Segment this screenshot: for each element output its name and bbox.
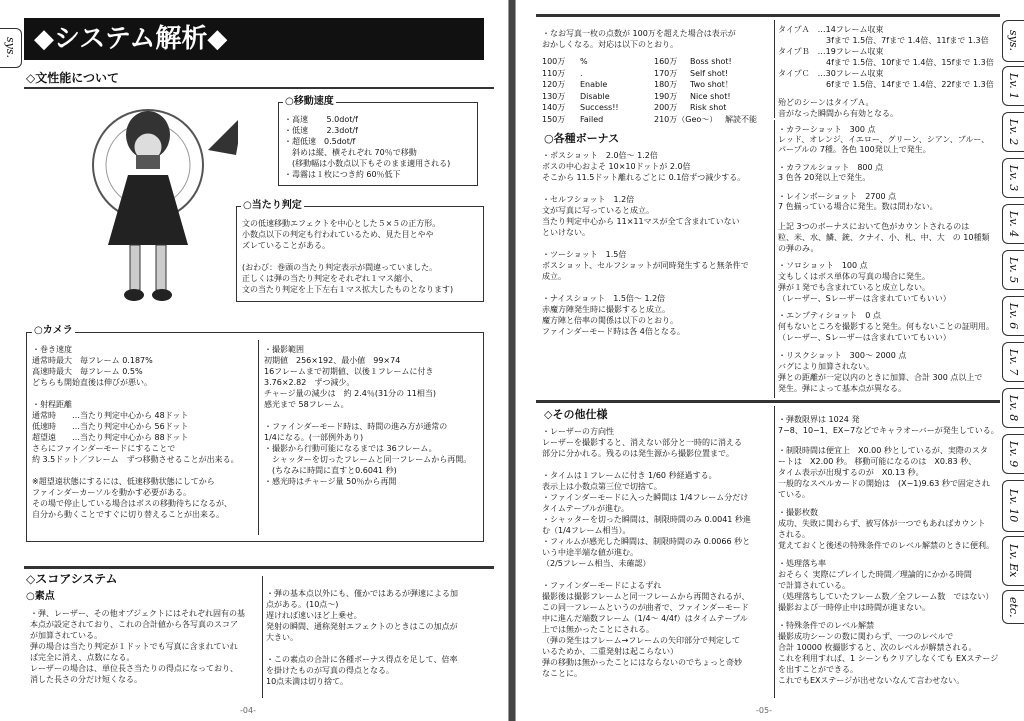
score-col1-line: が加算されている。 [30, 631, 102, 640]
score-col1-line: ば完全に消え、点数になる。 [30, 653, 135, 662]
bonus-col1-line: ボスの中心およそ 10×10ドットが 2.0倍 [542, 162, 691, 171]
bonus-col2-line: ・レインボーショット 2700 点 [778, 192, 897, 201]
bonus-col2-line: 弾が１発でも含まれていると成立しない。 [778, 283, 930, 292]
other-col1-line: 表示上は小数点第三位で切捨て。 [542, 482, 662, 491]
tab-lv-5[interactable]: Lv. 5 [1002, 250, 1024, 290]
camera-col1-line: その場で停止している場合はボスの移動待ちになるが、 [32, 499, 232, 508]
camera-col2-line: 16フレームまで初期値、以後１フレームに付き [264, 367, 434, 376]
bonus-heading: ○各種ボーナス [544, 132, 620, 145]
bonus-col2-line: 粒、米、水、鱗、銃、クナイ、小、札、中、大 の 10種類 [778, 233, 990, 242]
right-page: ・なお写真一枚の点数が 100万を超えた場合は表示が おかしくなる。対応は以下のとおり。 100万 % 160万 Boss shot! 110万 . 170万 Self shot! 120万 Enable 180万 Two shot！ 130万 Disable 190万 Nice shot! 140万 Success!! 200万 Risk shot 150万 Failed 210万（Geo～） 解読不能 タイプＡ …14フレーム収束 3fまで 1.5倍、7fまで 1.4倍、11fまで 1.3倍 タイプＢ …19フレーム収束 4fまで 1.5倍、10fまで 1.4倍、15fまで 1.3倍 タイプＣ …30フレーム収束 6fまで 1.5倍、14fまで 1.4倍、22fまで 1.3倍 殆どのシーンはタイプＡ。 音がなった瞬間から有効となる。 ○各種ボーナス ・ボスショット 2.0倍～ 1.2倍 ボスの中心およそ 10×10ドットが 2.0倍 そこから 11.5ドット離れるごとに 0.1倍ずつ減少する。 ・セルフショット 1.2倍 文が写真に写っていると成立。 当たり判定中心から 11×11マスが全て含まれていない といけない。 ・ツーショット 1.5倍 ボスショット、セルフショットが同時発生すると無条件で 成立。 ・ナイスショット 1.5倍～ 1.2倍 赤魔方陣発生時に撮影すると成立。 魔方陣と倍率の関係は以下のとおり。 ファインダーモード時は各 4倍となる。 ・カラーショット 300 点 レッド、オレンジ、イエロー、グリーン、シアン、ブルー、 パープルの 7種。各色 100発以上で発生。 ・カラフルショット 800 点 3 色各 20発以上で発生。 ・レインボーショット 2700 点 7 色揃っている場合に発生。数は問わない。 上記 3つのボーナスにおいて色がカウントされるのは 粒、米、水、鱗、銃、クナイ、小、札、中、大 の 10種類 の弾のみ。 ・ソロショット 100 点 文もしくはボス単体の写真の場合に発生。 弾が１発でも含まれていると成立しない。 （レーザー、Sレーザーは含まれていてもいい） ・エンプティショット 0 点 何もないところを撮影すると発生。何もないことの証明用。 （レーザー、Sレーザーは含まれていてもいい） ・リスクショット 300～ 2000 点 バグにより加算されない。 弾との距離が一定以内のときに加算、合計 300 点以上で 発生。弾によって基本点が異なる。 ◇その他仕様 ・レーザーの方向性 レーザーを撮影すると、消えない部分と一時的に消える 部分に分かれる。残るのは発生源から撮影位置まで。 ・タイムは１フレームに付き 1/60 秒経過する。 表示上は小数点第三位で切捨て。 ・ファインダーモードに入った瞬間は 1/4フレーム分だけ タイムテーブルが進む。 ・シャッターを切った瞬間は、制限時間のみ 0.0041 秒進 む（1/4フレーム相当）。 ・フィルムが感光した瞬間は、制限時間のみ 0.0066 秒と いう中途半端な値が進む。 （2/5フレーム相当、未確認） ・ファインダーモードによるずれ 撮影後は撮影フレームと同一フレームから再開されるが、 この同一フレームというのが曲者で、ファインダーモード 中に進んだ端数フレーム（1/4～ 4/4f）はタイムテーブル 上では無かったことにされる。 （弾の発生はフレーム→フレームの矢印部分で判定して いるためか、二重発射は起こらない） 弾の移動は無かったことにはならないのでちょっと奇妙 なことに。 ・弾数限界は 1024 発 7−8、10−1、EX−7などでキャラオーバーが発生している。 ・制限時間は便宜上 X0.00 秒としているが、実際のスタ ートは X2.00 秒。 移動可能になるのは X0.83 秒、 タイム表示が出現するのが X0.13 秒。 一般的なスペルカードの開始は (X−1)9.63 秒で固定され ている。 ・撮影枚数 成功、失敗に関わらず、被写体が一つでもあればカウント される。 覚えておくと後述の特殊条件でのレベル解禁のときに便利。 ・処理落ち率 おそらく 実際にプレイした時間／理論的にかかる時間 で計算されている。 （処理落ちしていたフレーム数／全フレーム数 ではない） 撮影および一時停止中は時間が進まない。 ・特殊条件でのレベル解禁 撮影成功シーンの数に関わらず、一つのレベルで 合計 10000 枚撮影すると、次のレベルが解禁される。 これを利用すれば、1 シーンもクリアしなくても EXステージ を出すことができる。 これでもEXステージが出せないなんて言わせない。 -05- sys. Lv. 1 Lv. 2 Lv. 3 Lv. 4 Lv. 5 Lv. 6 Lv. 7 Lv. 8 Lv. 9 Lv. 10 Lv. Ex etc. [515, 0, 1024, 721]
bonus-col1-line: ・ナイスショット 1.5倍～ 1.2倍 [542, 294, 666, 303]
left-page [0, 0, 509, 721]
bonus-col2-line: （レーザー、Sレーザーは含まれていてもいい） [778, 294, 951, 303]
move-line: ・超低速 0.5dot/f [284, 137, 356, 146]
other-col2-line: 覚えておくと後述の特殊条件でのレベル解禁のときに便利。 [778, 541, 994, 550]
page-number: -04- [240, 706, 256, 715]
bonus-col1-line: 文が写真に写っていると成立。 [542, 206, 654, 215]
tab-lv-3[interactable]: Lv. 3 [1002, 158, 1024, 198]
intro-line: ・なお写真一枚の点数が 100万を超えた場合は表示が [542, 29, 736, 38]
page-number: -05- [756, 706, 772, 715]
other-col1-line: ・タイムは１フレームに付き 1/60 秒経過する。 [542, 471, 717, 480]
other-col2-line: 一般的なスペルカードの開始は (X−1)9.63 秒で固定され [778, 479, 990, 488]
score-col2-line: 発射の瞬間、通称発射エフェクトのときはこの加点が [266, 622, 458, 631]
other-col2-line: おそらく 実際にプレイした時間／理論的にかかる時間 [778, 570, 972, 579]
type-line: 音がなった瞬間から有効となる。 [778, 109, 898, 118]
type-line: 殆どのシーンはタイプＡ。 [778, 98, 874, 107]
camera-col2-line: ・ファインダーモード時は、時間の進み方が通常の [264, 422, 448, 431]
hit-line: 文の当たり判定を上下左右１マス拡大したものとなります) [242, 285, 454, 294]
other-col1-line: ・ファインダーモードによるずれ [542, 581, 662, 590]
other-col2-line: される。 [778, 530, 810, 539]
type-line: タイプＣ …30フレーム収束 [778, 69, 884, 78]
divider [24, 566, 494, 569]
type-line: タイプＢ …19フレーム収束 [778, 47, 884, 56]
page-title: ◆システム解析◆ [34, 24, 228, 54]
move-line: 斜めは縦、横それぞれ 70％で移動 [284, 148, 417, 157]
other-col1-line: 部分に分かれる。残るのは発生源から撮影位置まで。 [542, 449, 734, 458]
hit-line: 小数点以下の判定も行われているため、見た目とやや [242, 230, 434, 239]
divider [536, 14, 1000, 17]
column-divider [262, 576, 263, 698]
other-col2-line: 撮影成功シーンの数に関わらず、一つのレベルで [778, 632, 954, 641]
score-col2-line: 大きい。 [266, 633, 298, 642]
bonus-col2-line: 弾との距離が一定以内のときに加算、合計 300 点以上で [778, 373, 983, 382]
other-col1-line: ・ファインダーモードに入った瞬間は 1/4フレーム分だけ [542, 493, 749, 502]
other-col2-line: ・撮影枚数 [778, 508, 818, 517]
camera-col2-line: 3.76×2.82 ずつ減少。 [264, 378, 355, 387]
score-col2-line: 点がある。(10点～) [266, 600, 339, 609]
other-col2-line: ている。 [778, 490, 810, 499]
bonus-col1-line: ファインダーモード時は各 4倍となる。 [542, 327, 685, 336]
other-col1-line: 撮影後は撮影フレームと同一フレームから再開されるが、 [542, 592, 750, 601]
hit-line: 文の低速移動エフェクトを中心とした５×５の正方形。 [242, 219, 441, 228]
other-col1-line: ・フィルムが感光した瞬間は、制限時間のみ 0.0066 秒と [542, 537, 751, 546]
tab-etc[interactable]: etc. [1002, 590, 1024, 624]
performance-heading: ◇文性能について [26, 71, 119, 85]
camera-col1-line: 通常時 …当たり判定中心から 48ドット [32, 411, 189, 420]
bonus-col2-line: の弾のみ。 [778, 244, 819, 253]
bonus-col2-line: レッド、オレンジ、イエロー、グリーン、シアン、ブルー、 [778, 135, 990, 144]
other-col2-line: 合計 10000 枚撮影すると、次のレベルが解禁される。 [778, 643, 977, 652]
bonus-col1-line: 成立。 [542, 272, 566, 281]
bonus-col1-line: ・ボスショット 2.0倍～ 1.2倍 [542, 151, 658, 160]
bonus-col1-line: 当たり判定中心から 11×11マスが全て含まれていない [542, 217, 740, 226]
bonus-col2-line: 3 色各 20発以上で発生。 [778, 173, 871, 182]
score-col2-line: ・弾の基本点以外にも、僅かではあるが弾速による加 [266, 589, 458, 598]
tab-lv-7[interactable]: Lv. 7 [1002, 342, 1024, 382]
camera-col2-line: 感光まで 58フレーム。 [264, 400, 349, 409]
camera-col2-line: ・撮影から行動可能になるまでは 36フレーム。 [264, 444, 437, 453]
camera-col2-line: チャージ量の減少は 約 2.4％(31分の 11相当) [264, 389, 437, 398]
hit-line: (おわび：巻頭の当たり判定表示が間違っていました。 [242, 263, 438, 272]
other-col2-line: これでもEXステージが出せないなんて言わせない。 [778, 676, 965, 685]
other-col2-line: これを利用すれば、1 シーンもクリアしなくても EXステージ [778, 654, 999, 663]
score-col1-line: 消した長さの分だけ短くなる。 [30, 675, 142, 684]
hit-line: 正しくは弾の当たり判定をそれぞれ１マス縮小、 [242, 274, 418, 283]
bonus-col1-line: ・セルフショット 1.2倍 [542, 195, 635, 204]
bonus-col1-line: ボスショット、セルフショットが同時発生すると無条件で [542, 261, 749, 270]
other-col2-line: ・制限時間は便宜上 X0.00 秒としているが、実際のスタ [778, 446, 988, 455]
score-col1-line: レーザーの場合は、単位長さ当たりの得点になっており、 [30, 664, 238, 673]
column-divider [258, 340, 259, 535]
camera-col2-line: ・感光時はチャージ量 50％から再開 [264, 477, 397, 486]
score-col1-line: 本点が設定されており、これの合計値から各写真のスコア [30, 620, 238, 629]
camera-col1-line: 自分から動くことですぐに切り替えることが出来る。 [32, 510, 224, 519]
type-line: 6fまで 1.5倍、14fまで 1.4倍、22fまで 1.3倍 [778, 80, 994, 89]
bonus-col2-line: 何もないところを撮影すると発生。何もないことの証明用。 [778, 322, 994, 331]
other-col1-line: 上では無かったことにされる。 [542, 625, 654, 634]
other-col1-line: （2/5フレーム相当、未確認） [542, 559, 651, 568]
other-col1-line: いるためか、二重発射は起こらない） [542, 647, 678, 656]
bonus-col1-line: ・ツーショット 1.5倍 [542, 250, 627, 259]
other-col1-line: レーザーを撮影すると、消えない部分と一時的に消える [542, 438, 742, 447]
bonus-col2-line: （レーザー、Sレーザーは含まれていてもいい） [778, 333, 951, 342]
wing-icon [208, 115, 238, 155]
column-divider [774, 406, 775, 698]
camera-col1-line: 低速時 …当たり判定中心から 56ドット [32, 422, 189, 431]
intro-line: おかしくなる。対応は以下のとおり。 [542, 40, 678, 49]
bonus-col2-line: パープルの 7種。各色 100発以上で発生。 [778, 145, 931, 154]
score-col1-line: ・弾、レーザー、その他オブジェクトにはそれぞれ固有の基 [30, 609, 245, 618]
other-col1-line: いう中途半端な値が進む。 [542, 548, 638, 557]
camera-col1-line: ・巻き速度 [32, 345, 72, 354]
score-col1-line: 弾の場合は当たり判定が１ドットでも写真に含まれていれ [30, 642, 238, 651]
bonus-col2-line: ・エンプティショット 0 点 [778, 311, 881, 320]
other-col2-line: （処理落ちしていたフレーム数／全フレーム数 ではない） [778, 592, 994, 601]
camera-col2-line: シャッターを切ったフレームと同一フレームから再開。 [264, 455, 472, 464]
score-col2-line: 10点未満は切り捨て。 [266, 677, 349, 686]
divider [24, 87, 494, 89]
bonus-col1-line: 赤魔方陣発生時に撮影すると成立。 [542, 305, 670, 314]
other-col1-line: ・シャッターを切った瞬間は、制限時間のみ 0.0041 秒進 [542, 515, 751, 524]
type-line: 4fまで 1.5倍、10fまで 1.4倍、15fまで 1.3倍 [778, 58, 994, 67]
other-col1-line: 中に進んだ端数フレーム（1/4～ 4/4f）はタイムテーブル [542, 614, 748, 623]
move-line: ・低速 2.3dot/f [284, 126, 358, 135]
type-line: タイプＡ …14フレーム収束 [778, 25, 884, 34]
move-line: ・高速 5.0dot/f [284, 115, 358, 124]
hit-heading: ○当たり判定 [243, 200, 302, 211]
tab-lv-6[interactable]: Lv. 6 [1002, 296, 1024, 336]
bonus-col2-line: バグにより加算されない。 [778, 362, 874, 371]
other-col2-line: ートは X2.00 秒。 移動可能になるのは X0.83 秒、 [778, 457, 977, 466]
other-col2-line: 成功、失敗に関わらず、被写体が一つでもあればカウント [778, 519, 986, 528]
other-col1-line: む（1/4フレーム相当）。 [542, 526, 631, 535]
sys-tab-left[interactable]: sys. [0, 28, 22, 68]
other-col1-line: 弾の移動は無かったことにはならないのでちょっと奇妙 [542, 658, 742, 667]
sys-tab-right[interactable]: sys. [1002, 20, 1024, 62]
bonus-col1-line: といけない。 [542, 228, 590, 237]
other-col2-line: 撮影および一時停止中は時間が進まない。 [778, 603, 930, 612]
bonus-col2-line: 文もしくはボス単体の写真の場合に発生。 [778, 272, 930, 281]
bonus-col2-line: ・カラーショット 300 点 [778, 125, 876, 134]
other-col1-line: （弾の発生はフレーム→フレームの矢印部分で判定して [542, 636, 741, 645]
score-col2-line: 遅ければ速いほど上乗せ。 [266, 611, 362, 620]
camera-col1-line: ※超望遠状態にするには、低速移動状態にしてから [32, 477, 215, 486]
tab-lv-9[interactable]: Lv. 9 [1002, 434, 1024, 474]
camera-col1-line: さらにファインダーモードにすることで [32, 444, 176, 453]
move-line: (移動幅は小数点以下もそのまま適用される) [284, 159, 451, 168]
other-col2-line: ・弾数限界は 1024 発 [778, 415, 860, 424]
camera-col1-line: 高速時最大 毎フレーム 0.5% [32, 367, 143, 376]
bonus-col2-line: 上記 3つのボーナスにおいて色がカウントされるのは [778, 222, 970, 231]
other-col2-line: で計算されている。 [778, 581, 850, 590]
bonus-col1-line: そこから 11.5ドット離れるごとに 0.1倍ずつ減少する。 [542, 173, 746, 182]
other-col2-line: を出すことができる。 [778, 665, 858, 674]
camera-col1-line: 超望遠 …当たり判定中心から 88ドット [32, 433, 189, 442]
camera-col1-line: どちらも開始直後は伸びが悪い。 [32, 378, 152, 387]
camera-heading: ○カメラ [34, 325, 73, 336]
other-col2-line: ・処理落ち率 [778, 559, 826, 568]
tab-lv-10[interactable]: Lv. 10 [1002, 480, 1024, 532]
title-banner [24, 18, 484, 60]
camera-col2-line: 初期値 256×192、最小値 99×74 [264, 356, 401, 365]
camera-col1-line: 約 3.5ドット／フレーム ずつ移動させることが出来る。 [32, 455, 239, 464]
other-col2-line: タイム表示が出現するのが X0.13 秒。 [778, 468, 924, 477]
score-col2-line: ・この素点の合計に各種ボーナス得点を足して、倍率 [266, 655, 458, 664]
move-speed-heading: ○移動速度 [285, 96, 334, 107]
tab-lv-4[interactable]: Lv. 4 [1002, 204, 1024, 244]
score-heading: ◇スコアシステム [26, 572, 118, 586]
bonus-col1-line: 魔方陣と倍率の関係は以下のとおり。 [542, 316, 678, 325]
score-col2-line: を掛けたものが写真の得点となる。 [266, 666, 394, 675]
score-sub-heading: ○素点 [26, 591, 55, 602]
bonus-col2-line: ・ソロショット 100 点 [778, 261, 868, 270]
camera-icon [136, 155, 160, 169]
other-col2-line: 7−8、10−1、EX−7などでキャラオーバーが発生している。 [778, 426, 999, 435]
column-divider [774, 120, 775, 398]
camera-col1-line: ・射程距離 [32, 400, 72, 409]
camera-col2-line: (ちなみに時間に直すと0.6041 秒) [264, 466, 397, 475]
other-col1-line: なことに。 [542, 669, 582, 678]
tab-lv-1[interactable]: Lv. 1 [1002, 66, 1024, 106]
tab-lv-2[interactable]: Lv. 2 [1002, 112, 1024, 152]
character-illustration [58, 95, 238, 315]
type-line: 3fまで 1.5倍、7fまで 1.4倍、11fまで 1.3倍 [778, 36, 989, 45]
camera-col2-line: 1/4になる。(一部例外あり) [264, 433, 364, 442]
tab-lv-8[interactable]: Lv. 8 [1002, 388, 1024, 428]
camera-col2-line: ・撮影範囲 [264, 345, 304, 354]
other-col1-line: この同一フレームというのが曲者で、ファインダーモード [542, 603, 749, 612]
bonus-col2-line: 発生。弾によって基本点が異なる。 [778, 384, 906, 393]
column-divider [774, 20, 775, 118]
move-line: ・毒霧は１枚につき約 60％低下 [284, 170, 401, 179]
bonus-col2-line: ・リスクショット 300～ 2000 点 [778, 351, 907, 360]
bonus-col2-line: ・カラフルショット 800 点 [778, 163, 884, 172]
camera-col1-line: 通常時最大 毎フレーム 0.187% [32, 356, 153, 365]
other-col2-line: ・特殊条件でのレベル解禁 [778, 621, 874, 630]
other-col1-line: ・レーザーの方向性 [542, 427, 614, 436]
bonus-col2-line: 7 色揃っている場合に発生。数は問わない。 [778, 202, 938, 211]
hit-line: ズレていることがある。 [242, 241, 330, 250]
camera-col1-line: ファインダーカーソルを動かす必要がある。 [32, 488, 192, 497]
other-heading: ◇その他仕様 [544, 408, 608, 421]
tab-lv-ex[interactable]: Lv. Ex [1002, 536, 1024, 586]
other-col1-line: タイムテーブルが進む。 [542, 504, 629, 513]
divider [536, 400, 1000, 403]
